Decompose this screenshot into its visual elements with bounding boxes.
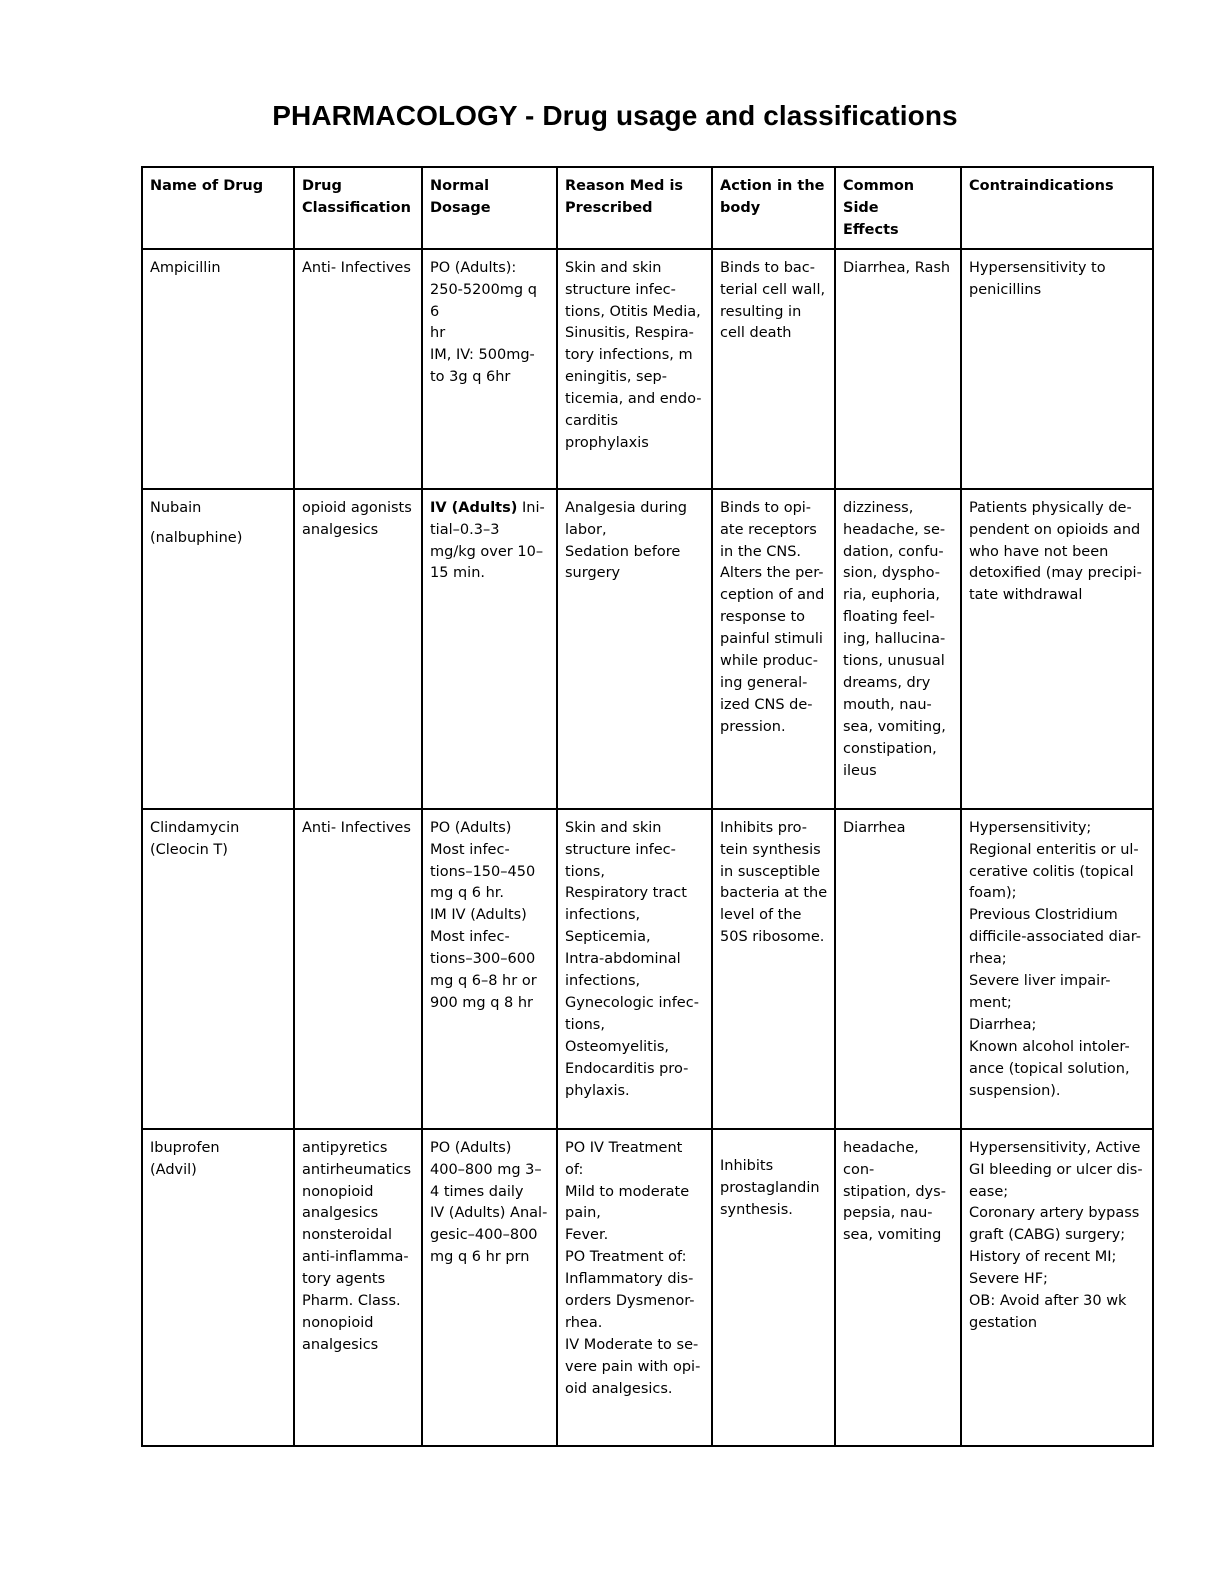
- table-row: [142, 1129, 1153, 1446]
- dosage-route-label: IV (Adults): [430, 499, 518, 516]
- contraindications-cell: Hypersensitivity, Active GI bleeding or ulcer dis- ease; Coronary artery bypass graft (CABG) surgery; History of recent MI; Severe HF; OB: Avoid after 30 wk gestation: [961, 1129, 1153, 1446]
- column-header-classification: Drug Classification: [294, 167, 422, 249]
- drug-name-cell: Ibuprofen (Advil): [142, 1129, 294, 1446]
- drug-name-cell: Clindamycin (Cleocin T): [142, 809, 294, 1129]
- table-row: [142, 809, 1153, 1129]
- dosage-cell: [422, 489, 557, 809]
- column-header-reason: Reason Med is Prescribed: [557, 167, 712, 249]
- reason-cell: Skin and skin structure infec- tions, Otitis Media, Sinusitis, Respira- tory infections, m eningitis, sep- ticemia, and endo- carditis prophylaxis: [557, 249, 712, 489]
- table-row: [142, 249, 1153, 489]
- column-header-contraindications: Contraindications: [961, 167, 1153, 249]
- drug-table: [141, 166, 1154, 1447]
- contraindications-cell: Patients physically de- pendent on opioids and who have not been detoxified (may precipi- tate withdrawal: [961, 489, 1153, 809]
- dosage-cell: PO (Adults): 250-5200mg q 6 hr IM, IV: 500mg- to 3g q 6hr: [422, 249, 557, 489]
- side-effects-cell: Diarrhea, Rash: [835, 249, 961, 489]
- table-header-row: [142, 167, 1153, 249]
- dosage-text: Ini- tial–0.3–3 mg/kg over 10– 15 min.: [430, 499, 545, 582]
- classification-cell: Anti- Infectives: [294, 249, 422, 489]
- classification-cell: opioid agonists analgesics: [294, 489, 422, 809]
- page-title: PHARMACOLOGY - Drug usage and classifications: [272, 100, 958, 131]
- contraindications-cell: Hypersensitivity to penicillins: [961, 249, 1153, 489]
- dosage-cell: PO (Adults) 400–800 mg 3– 4 times daily IV (Adults) Anal- gesic–400–800 mg q 6 hr prn: [422, 1129, 557, 1446]
- action-cell: Inhibits pro- tein synthesis in susceptible bacteria at the level of the 50S ribosome.: [712, 809, 835, 1129]
- classification-cell: Anti- Infectives: [294, 809, 422, 1129]
- reason-cell: PO IV Treatment of: Mild to moderate pain, Fever. PO Treatment of: Inflammatory dis- orders Dysmenor- rhea. IV Moderate to se- vere pain with opi- oid analgesics.: [557, 1129, 712, 1446]
- contraindications-cell: Hypersensitivity; Regional enteritis or ul- cerative colitis (topical foam); Previous Clostridium difficile-associated diar- rhea; Severe liver impair- ment; Diarrhea; Known alcohol intoler- ance (topical solution, suspension).: [961, 809, 1153, 1129]
- drug-name-cell: [142, 489, 294, 809]
- action-cell: Binds to opi- ate receptors in the CNS. Alters the per- ception of and response to painful stimuli while produc- ing general- ized CNS de- pression.: [712, 489, 835, 809]
- drug-name: Nubain: [150, 499, 202, 516]
- column-header-dosage: Normal Dosage: [422, 167, 557, 249]
- classification-cell: antipyretics antirheumatics nonopioid analgesics nonsteroidal anti-inflamma- tory agents Pharm. Class. nonopioid analgesics: [294, 1129, 422, 1446]
- side-effects-cell: headache, con- stipation, dys- pepsia, nau- sea, vomiting: [835, 1129, 961, 1446]
- column-header-name: Name of Drug: [142, 167, 294, 249]
- dosage-cell: PO (Adults) Most infec- tions–150–450 mg q 6 hr. IM IV (Adults) Most infec- tions–300–600 mg q 6–8 hr or 900 mg q 8 hr: [422, 809, 557, 1129]
- column-header-side-effects: Common Side Effects: [835, 167, 961, 249]
- column-header-action: Action in the body: [712, 167, 835, 249]
- table-row: [142, 489, 1153, 809]
- reason-cell: Skin and skin structure infec- tions, Respiratory tract infections, Septicemia, Intra-abdominal infections, Gynecologic infec- tions, Osteomyelitis, Endocarditis pro- phylaxis.: [557, 809, 712, 1129]
- side-effects-cell: dizziness, headache, se- dation, confu- sion, dyspho- ria, euphoria, floating feel- ing, hallucina- tions, unusual dreams, dry mouth, nau- sea, vomiting, constipation, ileus: [835, 489, 961, 809]
- reason-cell: Analgesia during labor, Sedation before surgery: [557, 489, 712, 809]
- drug-generic-name: (nalbuphine): [150, 529, 243, 546]
- drug-name-cell: Ampicillin: [142, 249, 294, 489]
- action-cell: Binds to bac- terial cell wall, resulting in cell death: [712, 249, 835, 489]
- action-cell: Inhibits prostaglandin synthesis.: [712, 1129, 835, 1446]
- side-effects-cell: Diarrhea: [835, 809, 961, 1129]
